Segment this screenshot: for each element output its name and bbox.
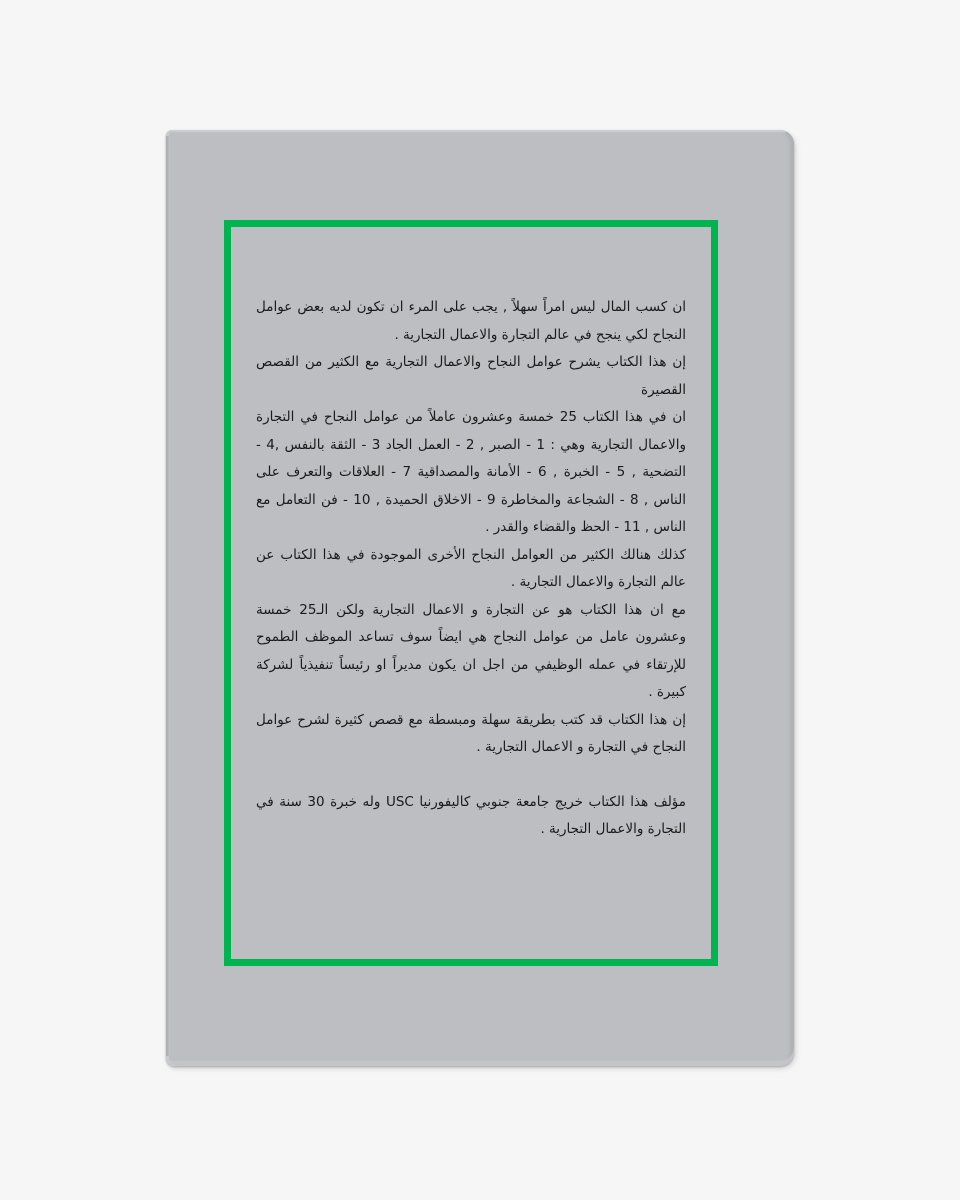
blurb-text	[256, 294, 686, 844]
book-spine-edge	[166, 136, 170, 1056]
paragraph-writing-style: إن هذا الكتاب قد كتب بطريقة سهلة ومبسطة مع قصص كثيرة لشرح عوامل النجاح في التجارة و الاعمال التجارية .	[256, 711, 686, 755]
paragraph-success-factors: ان في هذا الكتاب 25 خمسة وعشرون عاملاً من عوامل النجاح في التجارة والاعمال التجارية وهي : 1 - الصبر , 2 - العمل الجاد 3 - الثقة بالنفس ,4 - التضحية , 5 - الخبرة , 6 - الأمانة والمصداقية 7 - العلاقات والتعرف على الناس , 8 - الشجاعة والمخاطرة 9 - الاخلاق الحميدة , 10 - فن التعامل مع الناس , 11 - الحظ والقضاء والقدر .	[256, 409, 687, 535]
paragraph-author: مؤلف هذا الكتاب خريج جامعة جنوبي كاليفورنيا USC وله خبرة 30 سنة في التجارة والاعمال التجارية .	[256, 793, 687, 837]
paragraph-employee-benefit: مع ان هذا الكتاب هو عن التجارة و الاعمال التجارية ولكن الـ25 خمسة وعشرون عامل من عوامل النجاح هي ايضاً سوف تساعد الموظف الطموح للإرتقاء في عمله الوظيفي من اجل ان يكون مديراً او رئيساً تنفيذياً لشركة كبيرة .	[256, 601, 686, 700]
paragraph-book-explains: إن هذا الكتاب يشرح عوامل النجاح والاعمال التجارية مع الكثير من القصص القصيرة	[256, 354, 686, 398]
green-frame	[224, 220, 718, 966]
book-top-edge	[170, 130, 786, 133]
book-back-cover	[166, 130, 794, 1066]
paragraph-other-factors: كذلك هنالك الكثير من العوامل النجاح الأخرى الموجودة في هذا الكتاب عن عالم التجارة والاعمال التجارية .	[256, 546, 686, 590]
paragraph-intro: ان كسب المال ليس امراً سهلاً , يجب على المرء ان تكون لديه بعض عوامل النجاح لكي ينجح في عالم التجارة والاعمال التجارية .	[256, 299, 686, 343]
